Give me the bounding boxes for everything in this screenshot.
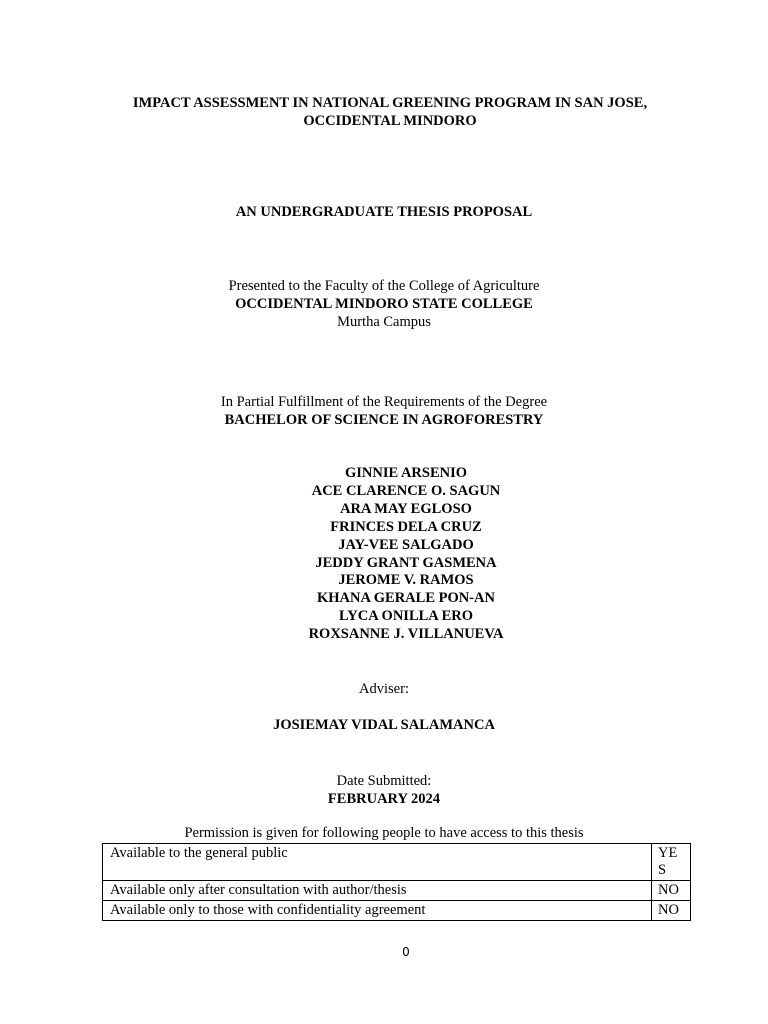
campus-name: Murtha Campus	[337, 314, 431, 330]
author-name: LYCA ONILLA ERO	[338, 608, 474, 625]
fulfillment-line: In Partial Fulfillment of the Requirements of the Degree	[220, 394, 548, 410]
table-row	[103, 844, 691, 881]
author-name: KHANA GERALE PON-AN	[316, 590, 496, 607]
author-name: ACE CLARENCE O. SAGUN	[311, 482, 501, 499]
date-label: Date Submitted:	[336, 773, 432, 789]
access-option-label: Available only to those with confidentiality agreement	[103, 901, 652, 921]
degree-name: BACHELOR OF SCIENCE IN AGROFORESTRY	[224, 412, 544, 428]
author-name: ARA MAY EGLOSO	[340, 500, 472, 517]
access-option-value: NO	[652, 901, 691, 921]
author-name: ROXSANNE J. VILLANUEVA	[308, 626, 504, 643]
date-value: FEBRUARY 2024	[327, 791, 441, 807]
access-option-value: YES	[652, 844, 691, 881]
access-option-value: NO	[652, 881, 691, 901]
author-name: JEROME V. RAMOS	[338, 572, 474, 589]
author-name: JEDDY GRANT GASMENA	[315, 554, 497, 571]
adviser-label: Adviser:	[359, 681, 409, 697]
access-option-label: Available only after consultation with author/thesis	[103, 881, 652, 901]
table-row	[103, 881, 691, 901]
adviser-name: JOSIEMAY VIDAL SALAMANCA	[273, 717, 495, 733]
institution-name: OCCIDENTAL MINDORO STATE COLLEGE	[235, 296, 533, 312]
access-option-label: Available to the general public	[103, 844, 652, 881]
author-list	[0, 465, 768, 644]
document-type: AN UNDERGRADUATE THESIS PROPOSAL	[235, 204, 533, 220]
presented-to-line: Presented to the Faculty of the College of Agriculture	[228, 278, 540, 294]
author-name: GINNIE ARSENIO	[344, 465, 468, 481]
table-row	[103, 901, 691, 921]
author-name: JAY-VEE SALGADO	[338, 536, 474, 553]
author-name: FRINCES DELA CRUZ	[330, 518, 482, 535]
thesis-title: IMPACT ASSESSMENT IN NATIONAL GREENING PROGRAM IN SAN JOSE, OCCIDENTAL MINDORO	[132, 95, 648, 129]
access-permission-table	[102, 843, 691, 921]
page-number: 0	[402, 945, 410, 959]
permission-caption: Permission is given for following people to have access to this thesis	[184, 825, 584, 841]
